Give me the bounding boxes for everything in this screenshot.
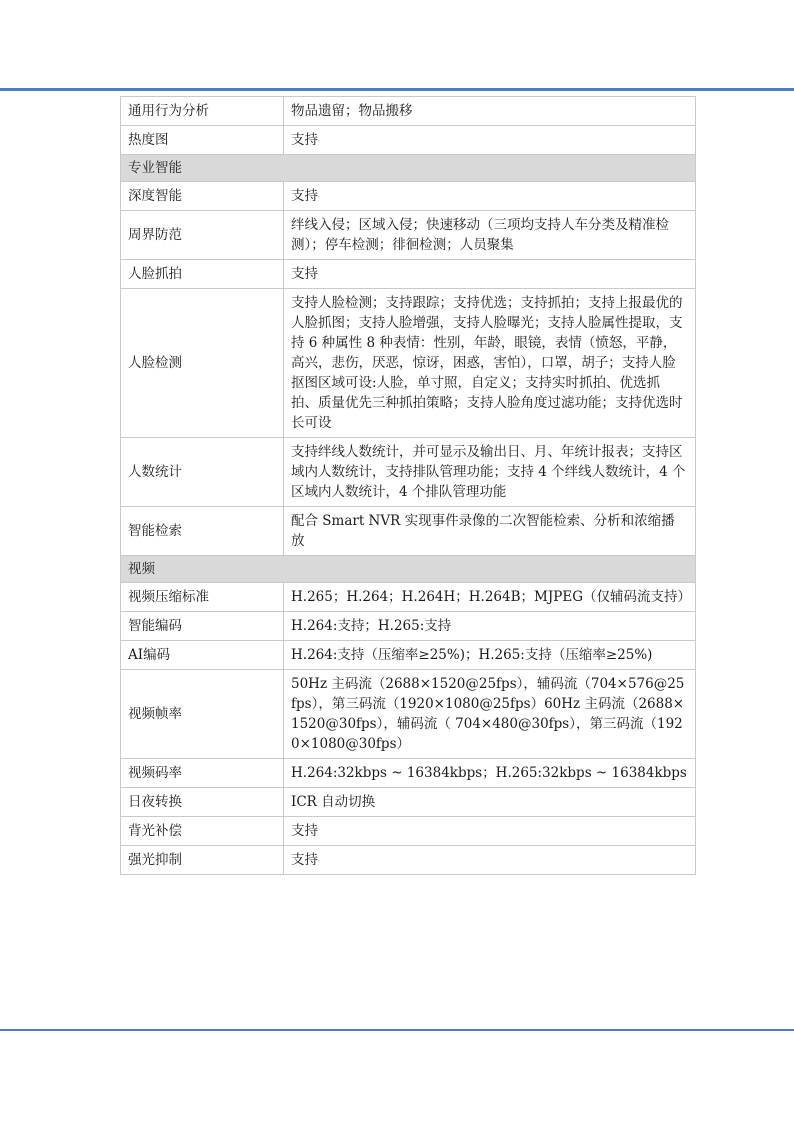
spec-row [121, 182, 696, 211]
spec-value: 支持 [284, 817, 696, 846]
spec-row [121, 759, 696, 788]
spec-label: 背光补偿 [121, 817, 284, 846]
spec-row [121, 126, 696, 155]
spec-row [121, 846, 696, 875]
spec-label: 智能检索 [121, 507, 284, 556]
spec-label: 视频帧率 [121, 670, 284, 759]
spec-value: 绊线入侵；区域入侵；快速移动（三项均支持人车分类及精准检测）；停车检测；徘徊检测；人员聚集 [284, 211, 696, 260]
spec-row [121, 289, 696, 438]
spec-row [121, 211, 696, 260]
footer-rule [0, 1029, 794, 1031]
spec-value: 支持绊线人数统计，并可显示及输出日、月、年统计报表；支持区域内人数统计，支持排队管理功能；支持 4 个绊线人数统计，4 个区域内人数统计，4 个排队管理功能 [284, 438, 696, 507]
spec-label: AI编码 [121, 641, 284, 670]
spec-value: H.264:支持（压缩率≥25%)；H.265:支持（压缩率≥25%) [284, 641, 696, 670]
spec-label: 人数统计 [121, 438, 284, 507]
spec-row [121, 641, 696, 670]
spec-value: H.264:32kbps ~ 16384kbps；H.265:32kbps ~ 16384kbps [284, 759, 696, 788]
spec-value: H.264:支持；H.265:支持 [284, 612, 696, 641]
spec-table [120, 96, 696, 875]
spec-row [121, 817, 696, 846]
spec-label: 智能编码 [121, 612, 284, 641]
header-rule [0, 88, 794, 91]
spec-value: 支持人脸检测；支持跟踪；支持优选；支持抓拍；支持上报最优的人脸抓图；支持人脸增强，支持人脸曝光；支持人脸属性提取，支持 6 种属性 8 种表情：性别，年龄，眼镜，表情（愤怒，平静，高兴，悲伤，厌恶，惊讶，困惑，害怕），口罩，胡子；支持人脸抠图区域可设:人脸，单寸照，自定义；支持实时抓拍、优选抓拍、质量优先三种抓拍策略；支持人脸角度过滤功能；支持优选时长可设 [284, 289, 696, 438]
spec-row [121, 438, 696, 507]
spec-label: 强光抑制 [121, 846, 284, 875]
spec-value: H.265；H.264；H.264H；H.264B；MJPEG（仅辅码流支持） [284, 583, 696, 612]
spec-label: 周界防范 [121, 211, 284, 260]
section-header [121, 155, 696, 182]
spec-row [121, 670, 696, 759]
spec-value: 支持 [284, 846, 696, 875]
spec-row [121, 788, 696, 817]
section-header [121, 556, 696, 583]
spec-row [121, 583, 696, 612]
spec-label: 视频码率 [121, 759, 284, 788]
spec-value: 配合 Smart NVR 实现事件录像的二次智能检索、分析和浓缩播放 [284, 507, 696, 556]
spec-row [121, 507, 696, 556]
spec-value: 支持 [284, 126, 696, 155]
spec-label: 日夜转换 [121, 788, 284, 817]
spec-label: 深度智能 [121, 182, 284, 211]
spec-row [121, 612, 696, 641]
spec-value: 物品遗留；物品搬移 [284, 97, 696, 126]
spec-value: 支持 [284, 260, 696, 289]
spec-label: 通用行为分析 [121, 97, 284, 126]
spec-label: 人脸检测 [121, 289, 284, 438]
spec-value: ICR 自动切换 [284, 788, 696, 817]
spec-value: 50Hz 主码流（2688×1520@25fps），辅码流（704×576@25fps），第三码流（1920×1080@25fps）60Hz 主码流（2688×1520@30fps），辅码流（ 704×480@30fps），第三码流（1920×1080@30fps） [284, 670, 696, 759]
spec-label: 人脸抓拍 [121, 260, 284, 289]
spec-row [121, 260, 696, 289]
spec-value: 支持 [284, 182, 696, 211]
spec-label: 视频压缩标准 [121, 583, 284, 612]
spec-row [121, 97, 696, 126]
spec-label: 热度图 [121, 126, 284, 155]
section-title: 专业智能 [121, 155, 696, 182]
section-title: 视频 [121, 556, 696, 583]
